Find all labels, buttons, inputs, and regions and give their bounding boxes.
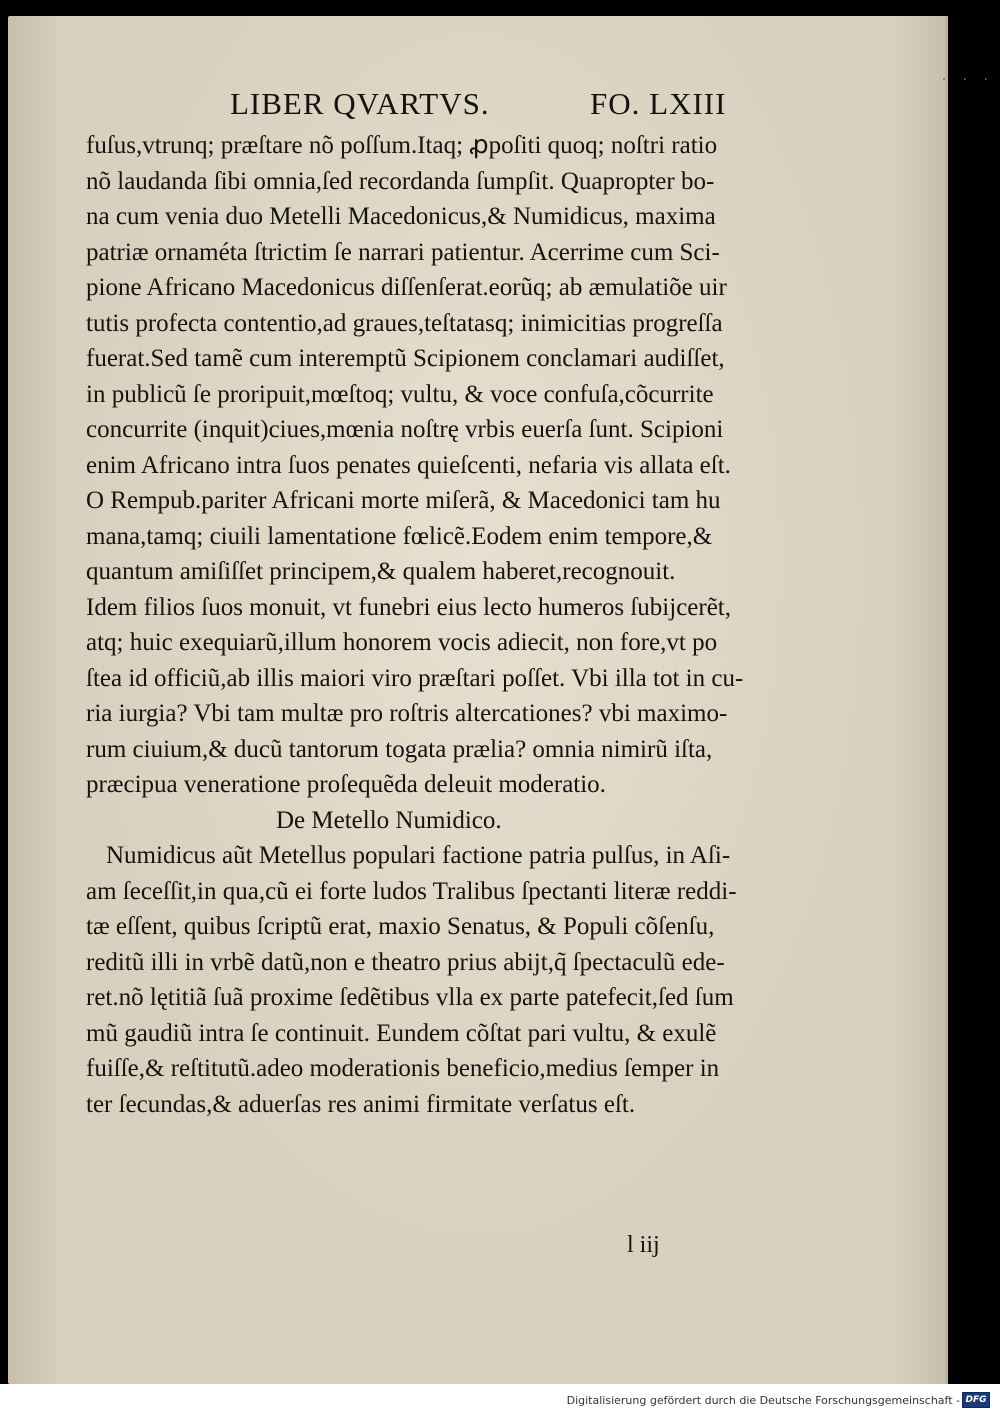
folio-number: FO. LXIII [590, 86, 727, 121]
body-line: enim Africano intra ſuos penates quieſcenti, nefaria vis allata eſt. [86, 451, 731, 479]
section-line: ter ſecundas,& aduerſas res animi firmitate verſatus eſt. [86, 1090, 636, 1118]
body-line: ſtea id officiũ,ab illis maiori viro præſtari poſſet. Vbi illa tot in cu- [86, 664, 744, 692]
body-line: pione Africano Macedonicus diſſenſerat.eorũq; ab æmulatiõe uir [86, 274, 727, 301]
body-line: rum ciuium,& ducũ tantorum togata prælia? omnia nimirũ iſta, [86, 735, 713, 763]
body-line: concurrite (inquit)ciues,mœnia noſtrę vrbis euerſa ſunt. Scipioni [86, 416, 724, 443]
body-line: in publicũ ſe proripuit,mœſtoq; vultu, & voce confuſa,cõcurrite [86, 380, 714, 408]
body-line: nõ laudanda ſibi omnia,ſed recordanda ſumpſit. Quapropter bo- [86, 167, 715, 195]
running-head-title: LIBER QVARTVS. [230, 86, 490, 121]
body-line: patriæ ornaméta ſtrictim ſe narrari patientur. Acerrime cum Sci- [86, 238, 720, 266]
edge-marks: · · · [941, 72, 994, 88]
signature-mark: l iij [627, 1232, 660, 1258]
body-line: na cum venia duo Metelli Macedonicus,& Numidicus, maxima [86, 203, 716, 230]
body-line: fuerat.Sed tamẽ cum interemptũ Scipionem conclamari audiſſet, [86, 345, 725, 372]
section-line: am ſeceſſit,in qua,cũ ei forte ludos Tralibus ſpectanti literæ reddi- [86, 877, 737, 905]
body-line: Idem filios ſuos monuit, vt funebri eius lecto humeros ſubijcerẽt, [86, 593, 732, 621]
body-line: atq; huic exequiarũ,illum honorem vocis adiecit, non fore,vt po [86, 629, 718, 656]
body-line: tutis profecta contentio,ad graues,teſtatasq; inimicitias progreſſa [86, 309, 723, 337]
body-line: ria iurgia? Vbi tam multæ pro roſtris altercationes? vbi maximo- [86, 700, 728, 727]
body-line: fuſus,vtrunq; præſtare nõ poſſum.Itaq; ꝓpoſiti quoq; noſtri ratio [86, 132, 718, 159]
funding-credit: Digitalisierung gefördert durch die Deutsche Forschungsgemeinschaft - [566, 1394, 960, 1407]
body-line: quantum amiſiſſet principem,& qualem haberet,recognouit. [86, 558, 676, 585]
body-line: mana,tamq; ciuili lamentatione fœlicẽ.Eodem enim tempore,& [86, 522, 713, 550]
running-head [8, 86, 948, 126]
section-line: mũ gaudiũ intra ſe continuit. Eundem cõſtat pari vultu, & exulẽ [86, 1019, 717, 1047]
footer-bar [0, 1384, 1000, 1417]
body-line: O Rempub.pariter Africani morte miſerã, & Macedonici tam hu [86, 487, 721, 514]
section-line: fuiſſe,& reſtitutũ.adeo moderationis beneficio,medius ſemper in [86, 1055, 720, 1082]
section-line: Numidicus aũt Metellus populari factione patria pulſus, in Aſi- [106, 842, 731, 869]
section-line: ret.nõ lętitiã ſuã proxime ſedẽtibus vlla ex parte patefecit,ſed ſum [86, 984, 734, 1011]
page-edge [945, 16, 948, 1384]
dfg-logo-icon: DFG [962, 1392, 990, 1408]
text-block [86, 128, 786, 1122]
section-line: reditũ illi in vrbẽ datũ,non e theatro prius abijt,q̃ ſpectaculũ ede- [86, 948, 725, 976]
section-line: tæ eſſent, quibus ſcriptũ erat, maxio Senatus, & Populi cõſenſu, [86, 913, 715, 940]
book-page [8, 16, 948, 1384]
section-heading: De Metello Numidico. [276, 806, 502, 834]
body-line: præcipua veneratione proſequẽda deleuit moderatio. [86, 771, 606, 798]
